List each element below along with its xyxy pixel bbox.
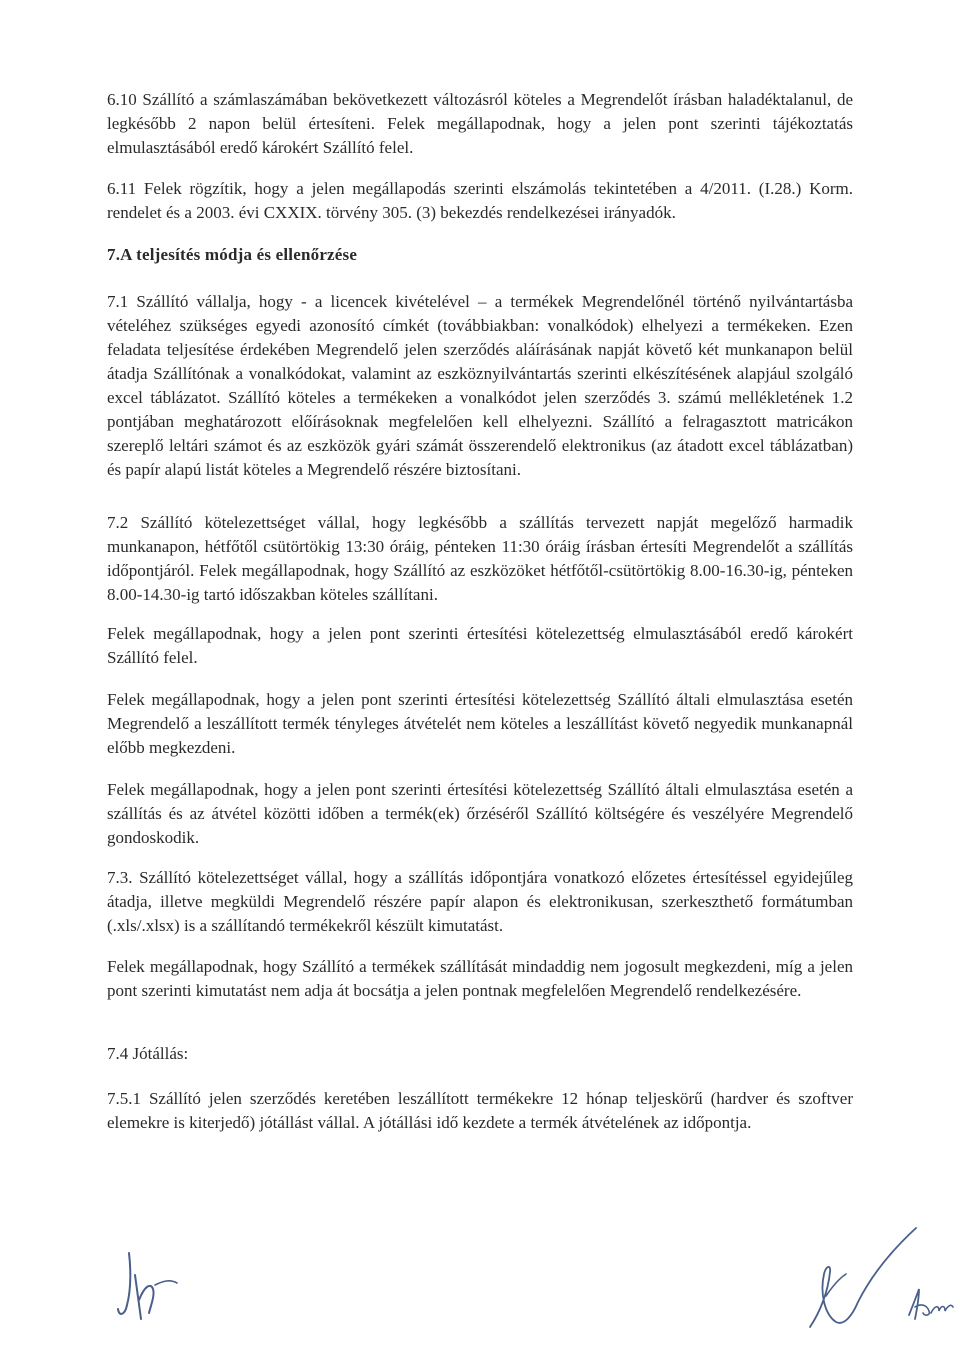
paragraph-6-11: 6.11 Felek rögzítik, hogy a jelen megállapodás szerinti elszámolás tekintetében a 4/2011. (I.28.) Korm. rendelet és a 2003. évi CXXIX. törvény 305. (3) bekezdés rendelkezései irányadók. bbox=[107, 179, 853, 222]
paragraph-7-4: 7.4 Jótállás: bbox=[107, 1044, 189, 1063]
signature-right bbox=[800, 1222, 920, 1337]
paragraph-7-3: 7.3. Szállító kötelezettséget vállal, hogy a szállítás időpontjára vonatkozó előzetes értesítéssel egyidejűleg átadja, illetve megküldi Megrendelő részére papír alapon és elektronikusan, szerkeszthető formátumban (.xls/.xlsx) is a szállítandó termékekről készült kimutatást. bbox=[107, 868, 853, 935]
paragraph-7-2-a: Felek megállapodnak, hogy a jelen pont szerinti értesítési kötelezettség elmulasztásából eredő károkért Szállító felel. bbox=[107, 624, 853, 667]
paragraph-7-2-c: Felek megállapodnak, hogy a jelen pont szerinti értesítési kötelezettség Szállító általi elmulasztása esetén a szállítás és az átvétel közötti időben a termék(ek) őrzéséről Szállító költségére és veszélyére Megrendelő gondoskodik. bbox=[107, 780, 853, 847]
paragraph-6-10: 6.10 Szállító a számlaszámában bekövetkezett változásról köteles a Megrendelőt írásban haladéktalanul, de legkésőbb 2 napon belül értesíteni. Felek megállapodnak, hogy a jelen pont szerinti tájékoztatás elmulasztásából eredő károkért Szállító felel. bbox=[107, 90, 853, 157]
paragraph-7-2-b: Felek megállapodnak, hogy a jelen pont szerinti értesítési kötelezettség Szállító általi elmulasztása esetén Megrendelő a leszállított termék tényleges átvételét nem köteles a leszállítást követő negyedik munkanapnál előbb megkezdeni. bbox=[107, 690, 853, 757]
paragraph-7-1: 7.1 Szállító vállalja, hogy - a licencek kivételével – a termékek Megrendelőnél történő nyilvántartásba vételéhez szükséges egyedi azonosító címkét (továbbiakban: vonalkódok) elhelyezi a termékeken. Ezen feladata teljesítése érdekében Megrendelő jelen szerződés aláírásának napját követő két munkanapon belül átadja Szállítónak a vonalkódokat, valamint az eszköznyilvántartás szerinti elkészítésének alapjául szolgáló excel táblázatot. Szállító köteles a termékeken a vonalkódot jelen szerződés 3. számú mellékletének 1.2 pontjában meghatározott előírásoknak megfelelően kell elhelyezni. Szállító a felragasztott matricákon szereplő leltári számot és az eszközök gyári számát összerendelő elektronikus (az átadott excel táblázatban) és papír alapú listát köteles a Megrendelő részére biztosítani. bbox=[107, 292, 853, 479]
section-heading-7: 7.A teljesítés módja és ellenőrzése bbox=[107, 245, 358, 264]
paragraph-7-5-1: 7.5.1 Szállító jelen szerződés keretében leszállított termékekre 12 hónap teljeskörű (hardver és szoftver elemekre is kiterjedő) jótállást vállal. A jótállási idő kezdete a termék átvételének az időpontja. bbox=[107, 1089, 853, 1132]
initials-signature-far-right bbox=[905, 1285, 957, 1325]
paragraph-7-2: 7.2 Szállító kötelezettséget vállal, hogy legkésőbb a szállítás tervezett napját megelőző harmadik munkanapon, hétfőtől csütörtökig 13:30 óráig, pénteken 11:30 óráig írásban értesíti Megrendelőt a szállítás időpontjáról. Felek megállapodnak, hogy Szállító az eszközöket hétfőtől-csütörtökig 8.00-16.30-ig, pénteken 8.00-14.30-ig tartó időszakban köteles szállítani. bbox=[107, 513, 853, 604]
initials-signature-left bbox=[115, 1245, 185, 1330]
paragraph-7-3-a: Felek megállapodnak, hogy Szállító a termékek szállítását mindaddig nem jogosult megkezdeni, míg a jelen pont szerinti kimutatást nem adja át bocsátja a jelen pontnak megfelelően Megrendelő rendelkezésére. bbox=[107, 957, 853, 1000]
